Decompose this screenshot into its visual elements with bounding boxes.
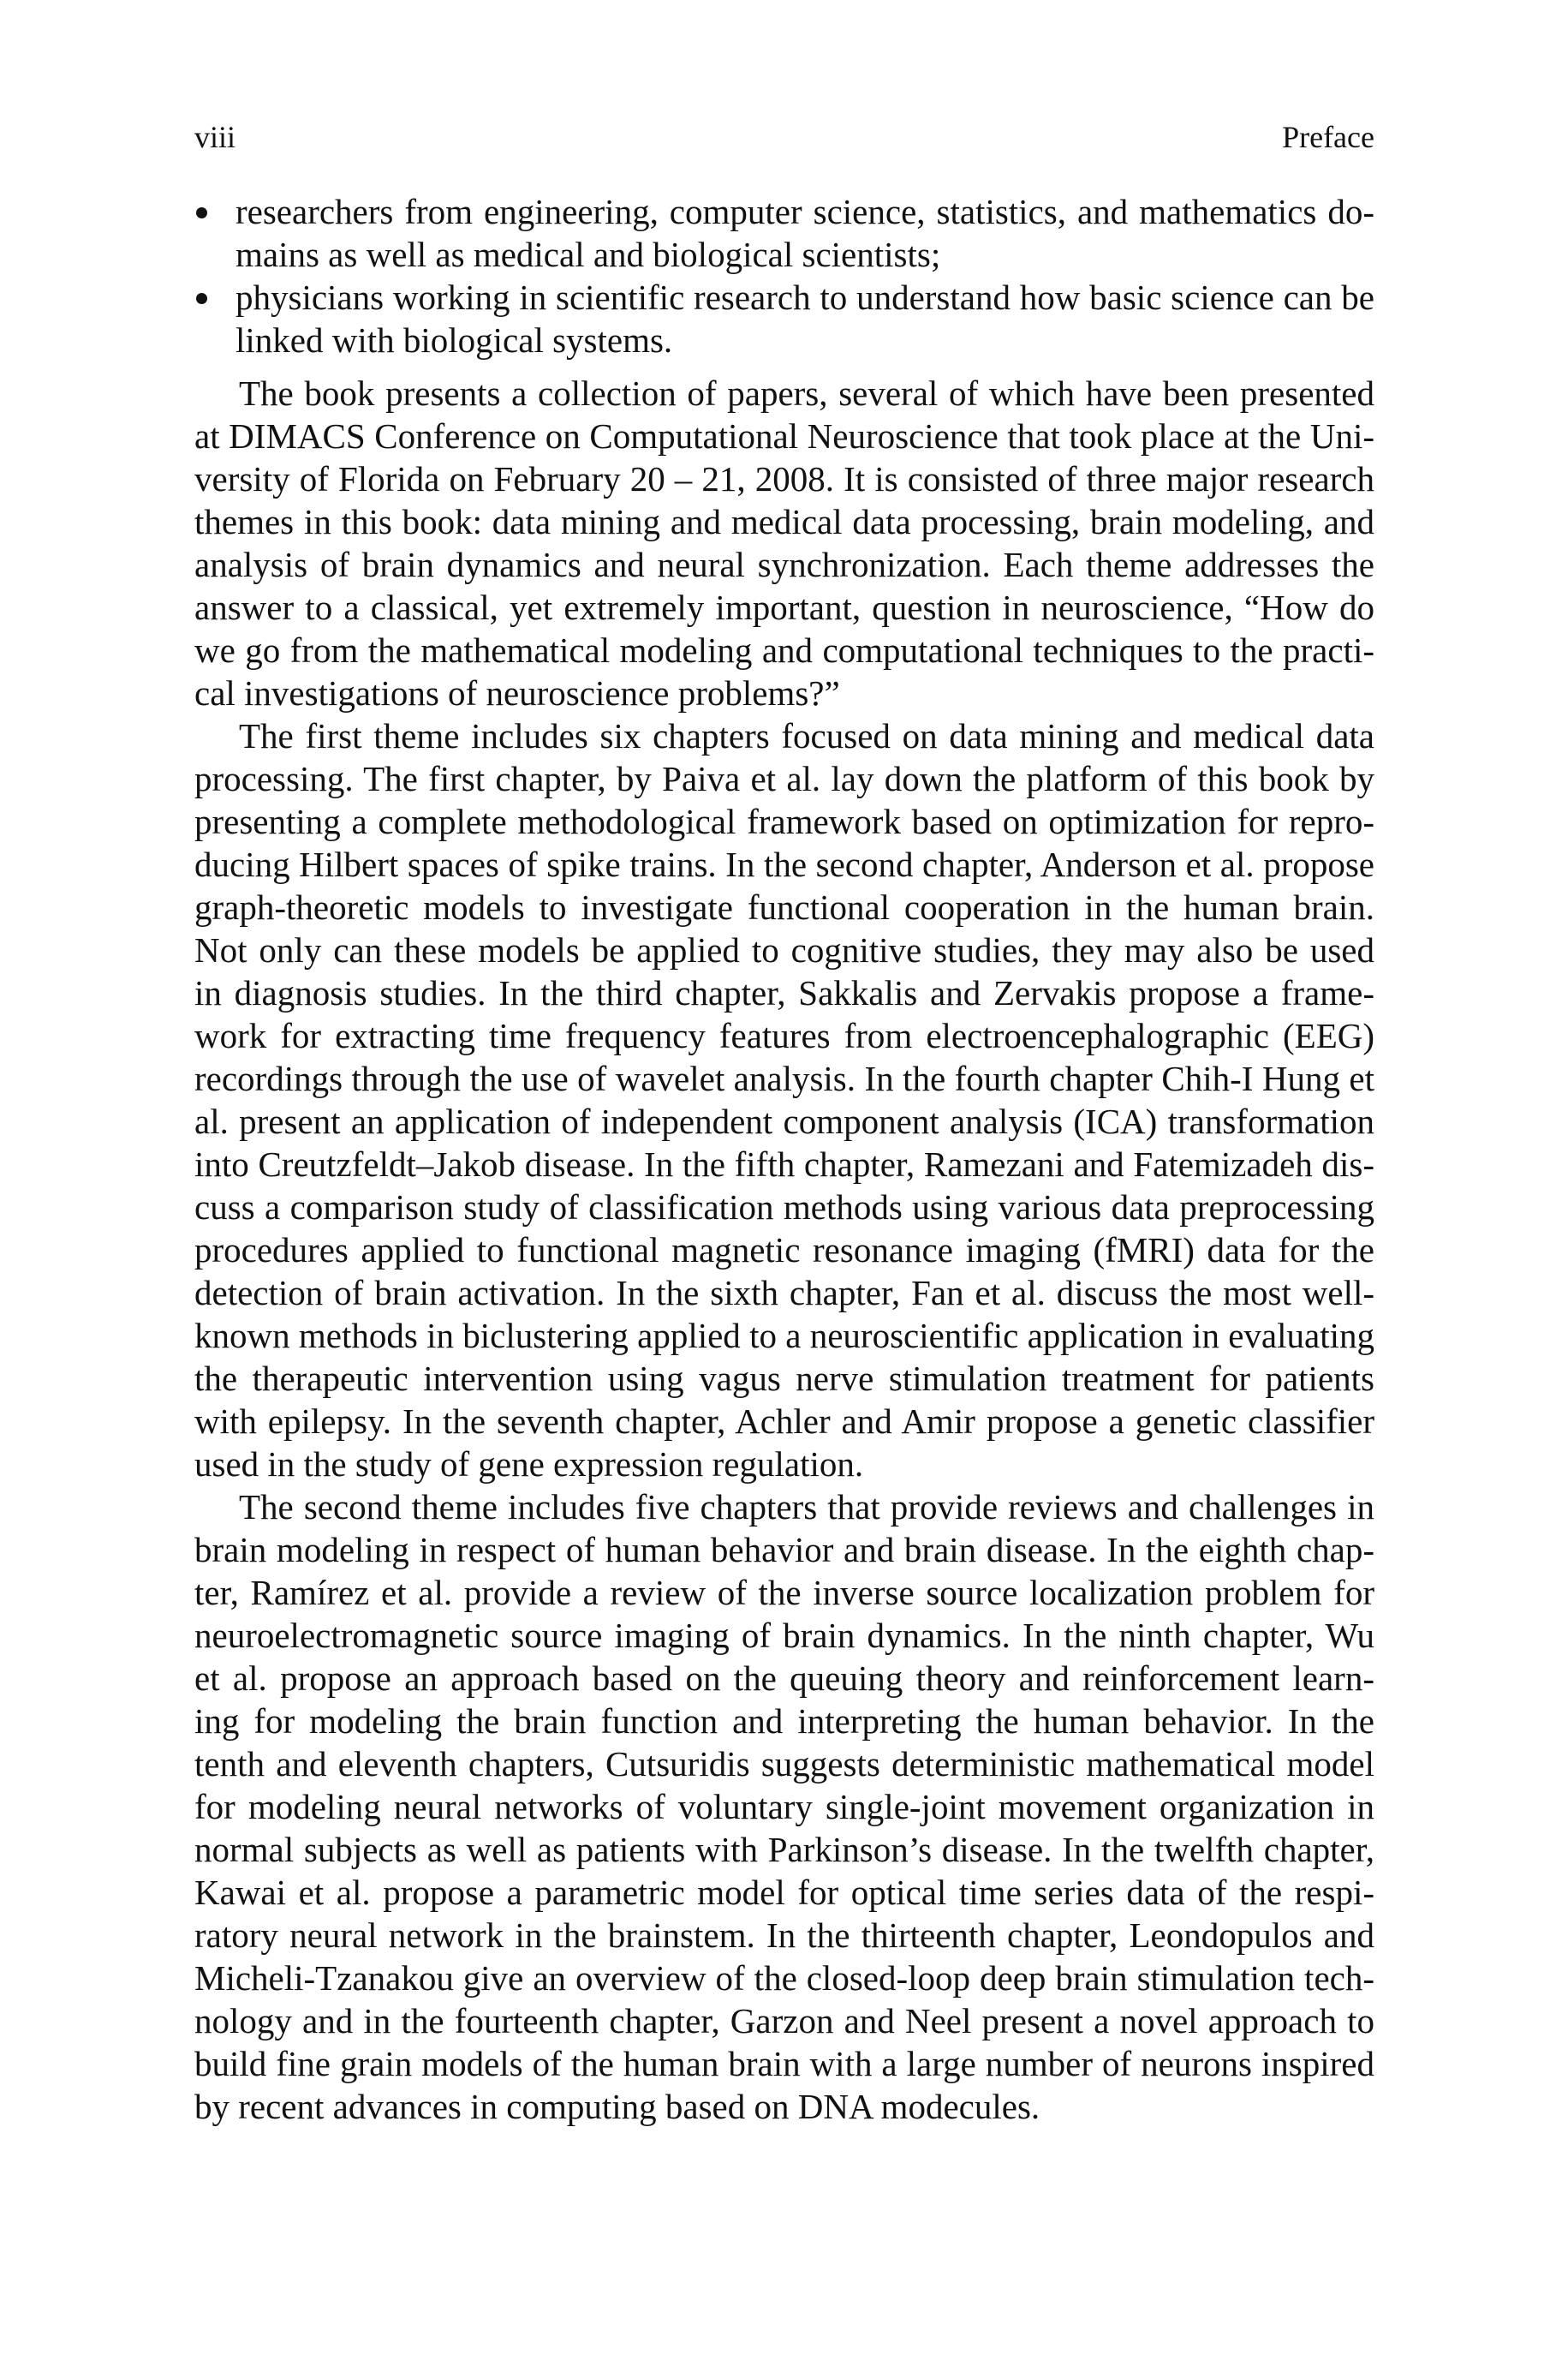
- text-line: ducing Hilbert spaces of spike trains. In the second chapter, Anderson et al. propose: [194, 845, 1374, 884]
- text-line: detection of brain activation. In the sixth chapter, Fan et al. discuss the most well-: [194, 1273, 1374, 1312]
- bullet-item: [194, 190, 1374, 276]
- text-line: analysis of brain dynamics and neural synchronization. Each theme addresses the: [194, 545, 1374, 584]
- paragraph-overview: [194, 372, 1374, 714]
- text-line: ratory neural network in the brainstem. In the thirteenth chapter, Leondopulos and: [194, 1915, 1374, 1955]
- text-line: build fine grain models of the human brain with a large number of neurons inspired: [194, 2044, 1374, 2083]
- text-line: brain modeling in respect of human behavior and brain disease. In the eighth chap-: [194, 1530, 1374, 1569]
- text-line: normal subjects as well as patients with Parkinson’s disease. In the twelfth chapter,: [194, 1830, 1374, 1869]
- text-line: et al. propose an approach based on the queuing theory and reinforcement learn-: [194, 1658, 1374, 1698]
- text-line: the therapeutic intervention using vagus nerve stimulation treatment for patients: [194, 1359, 1374, 1398]
- text-line: Kawai et al. propose a parametric model for optical time series data of the respi-: [194, 1873, 1374, 1912]
- text-line: The first theme includes six chapters focused on data mining and medical data: [239, 716, 1374, 756]
- paragraph-second-theme: [194, 1485, 1374, 2128]
- running-header: [194, 118, 1374, 156]
- text-line: ing for modeling the brain function and interpreting the human behavior. In the: [194, 1701, 1374, 1741]
- text-line: cal investigations of neuroscience problems?”: [194, 673, 840, 713]
- text-line: processing. The first chapter, by Paiva et al. lay down the platform of this book by: [194, 759, 1374, 798]
- text-line: The second theme includes five chapters that provide reviews and challenges in: [239, 1487, 1374, 1527]
- text-line: at DIMACS Conference on Computational Neuroscience that took place at the Uni-: [194, 416, 1374, 456]
- text-line: into Creutzfeldt–Jakob disease. In the fifth chapter, Ramezani and Fatemizadeh dis-: [194, 1144, 1374, 1184]
- text-line: themes in this book: data mining and medical data processing, brain modeling, and: [194, 502, 1374, 541]
- text-line: versity of Florida on February 20 – 21, 2008. It is consisted of three major research: [194, 459, 1374, 499]
- text-line: used in the study of gene expression regulation.: [194, 1444, 864, 1484]
- page-number: viii: [194, 120, 236, 154]
- bullet-item: [194, 276, 1374, 361]
- text-line: Not only can these models be applied to cognitive studies, they may also be used: [194, 930, 1374, 970]
- text-line: al. present an application of independent component analysis (ICA) transformation: [194, 1102, 1374, 1141]
- bullet-icon: [196, 207, 207, 218]
- text-line: with epilepsy. In the seventh chapter, Achler and Amir propose a genetic classifier: [194, 1401, 1374, 1441]
- text-line: neuroelectromagnetic source imaging of brain dynamics. In the ninth chapter, Wu: [194, 1616, 1374, 1655]
- text-line: work for extracting time frequency features from electroencephalographic (EEG): [194, 1016, 1374, 1055]
- text-line: Micheli-Tzanakou give an overview of the closed-loop deep brain stimulation tech-: [194, 1958, 1374, 1998]
- text-line: presenting a complete methodological framework based on optimization for repro-: [194, 802, 1374, 841]
- text-line: by recent advances in computing based on DNA modecules.: [194, 2087, 1040, 2126]
- audience-bullet-list: [194, 190, 1374, 361]
- text-line: The book presents a collection of papers, several of which have been presented: [239, 373, 1374, 413]
- text-line: procedures applied to functional magnetic resonance imaging (fMRI) data for the: [194, 1230, 1374, 1270]
- text-line: ter, Ramírez et al. provide a review of the inverse source localization problem for: [194, 1573, 1374, 1612]
- text-line: graph-theoretic models to investigate functional cooperation in the human brain.: [194, 887, 1374, 927]
- text-line: nology and in the fourteenth chapter, Garzon and Neel present a novel approach to: [194, 2001, 1374, 2040]
- running-title: Preface: [1282, 120, 1374, 154]
- bullet-icon: [196, 293, 207, 304]
- text-line: cuss a comparison study of classification methods using various data preprocessing: [194, 1187, 1374, 1227]
- text-line: mains as well as medical and biological scientists;: [235, 235, 941, 274]
- text-line: recordings through the use of wavelet analysis. In the fourth chapter Chih-I Hung et: [194, 1059, 1374, 1098]
- paragraph-first-theme: [194, 714, 1374, 1485]
- page-body: [194, 190, 1374, 2128]
- text-line: we go from the mathematical modeling and computational techniques to the practi-: [194, 630, 1374, 670]
- text-line: answer to a classical, yet extremely important, question in neuroscience, “How do: [194, 588, 1374, 627]
- text-line: linked with biological systems.: [235, 320, 673, 360]
- text-line: known methods in biclustering applied to a neuroscientific application in evaluating: [194, 1316, 1374, 1355]
- text-line: researchers from engineering, computer science, statistics, and mathematics do-: [235, 192, 1374, 231]
- text-line: tenth and eleventh chapters, Cutsuridis suggests deterministic mathematical model: [194, 1744, 1374, 1784]
- text-line: in diagnosis studies. In the third chapter, Sakkalis and Zervakis propose a frame-: [194, 973, 1374, 1013]
- text-line: physicians working in scientific research to understand how basic science can be: [235, 278, 1374, 317]
- text-line: for modeling neural networks of voluntary single-joint movement organization in: [194, 1787, 1374, 1826]
